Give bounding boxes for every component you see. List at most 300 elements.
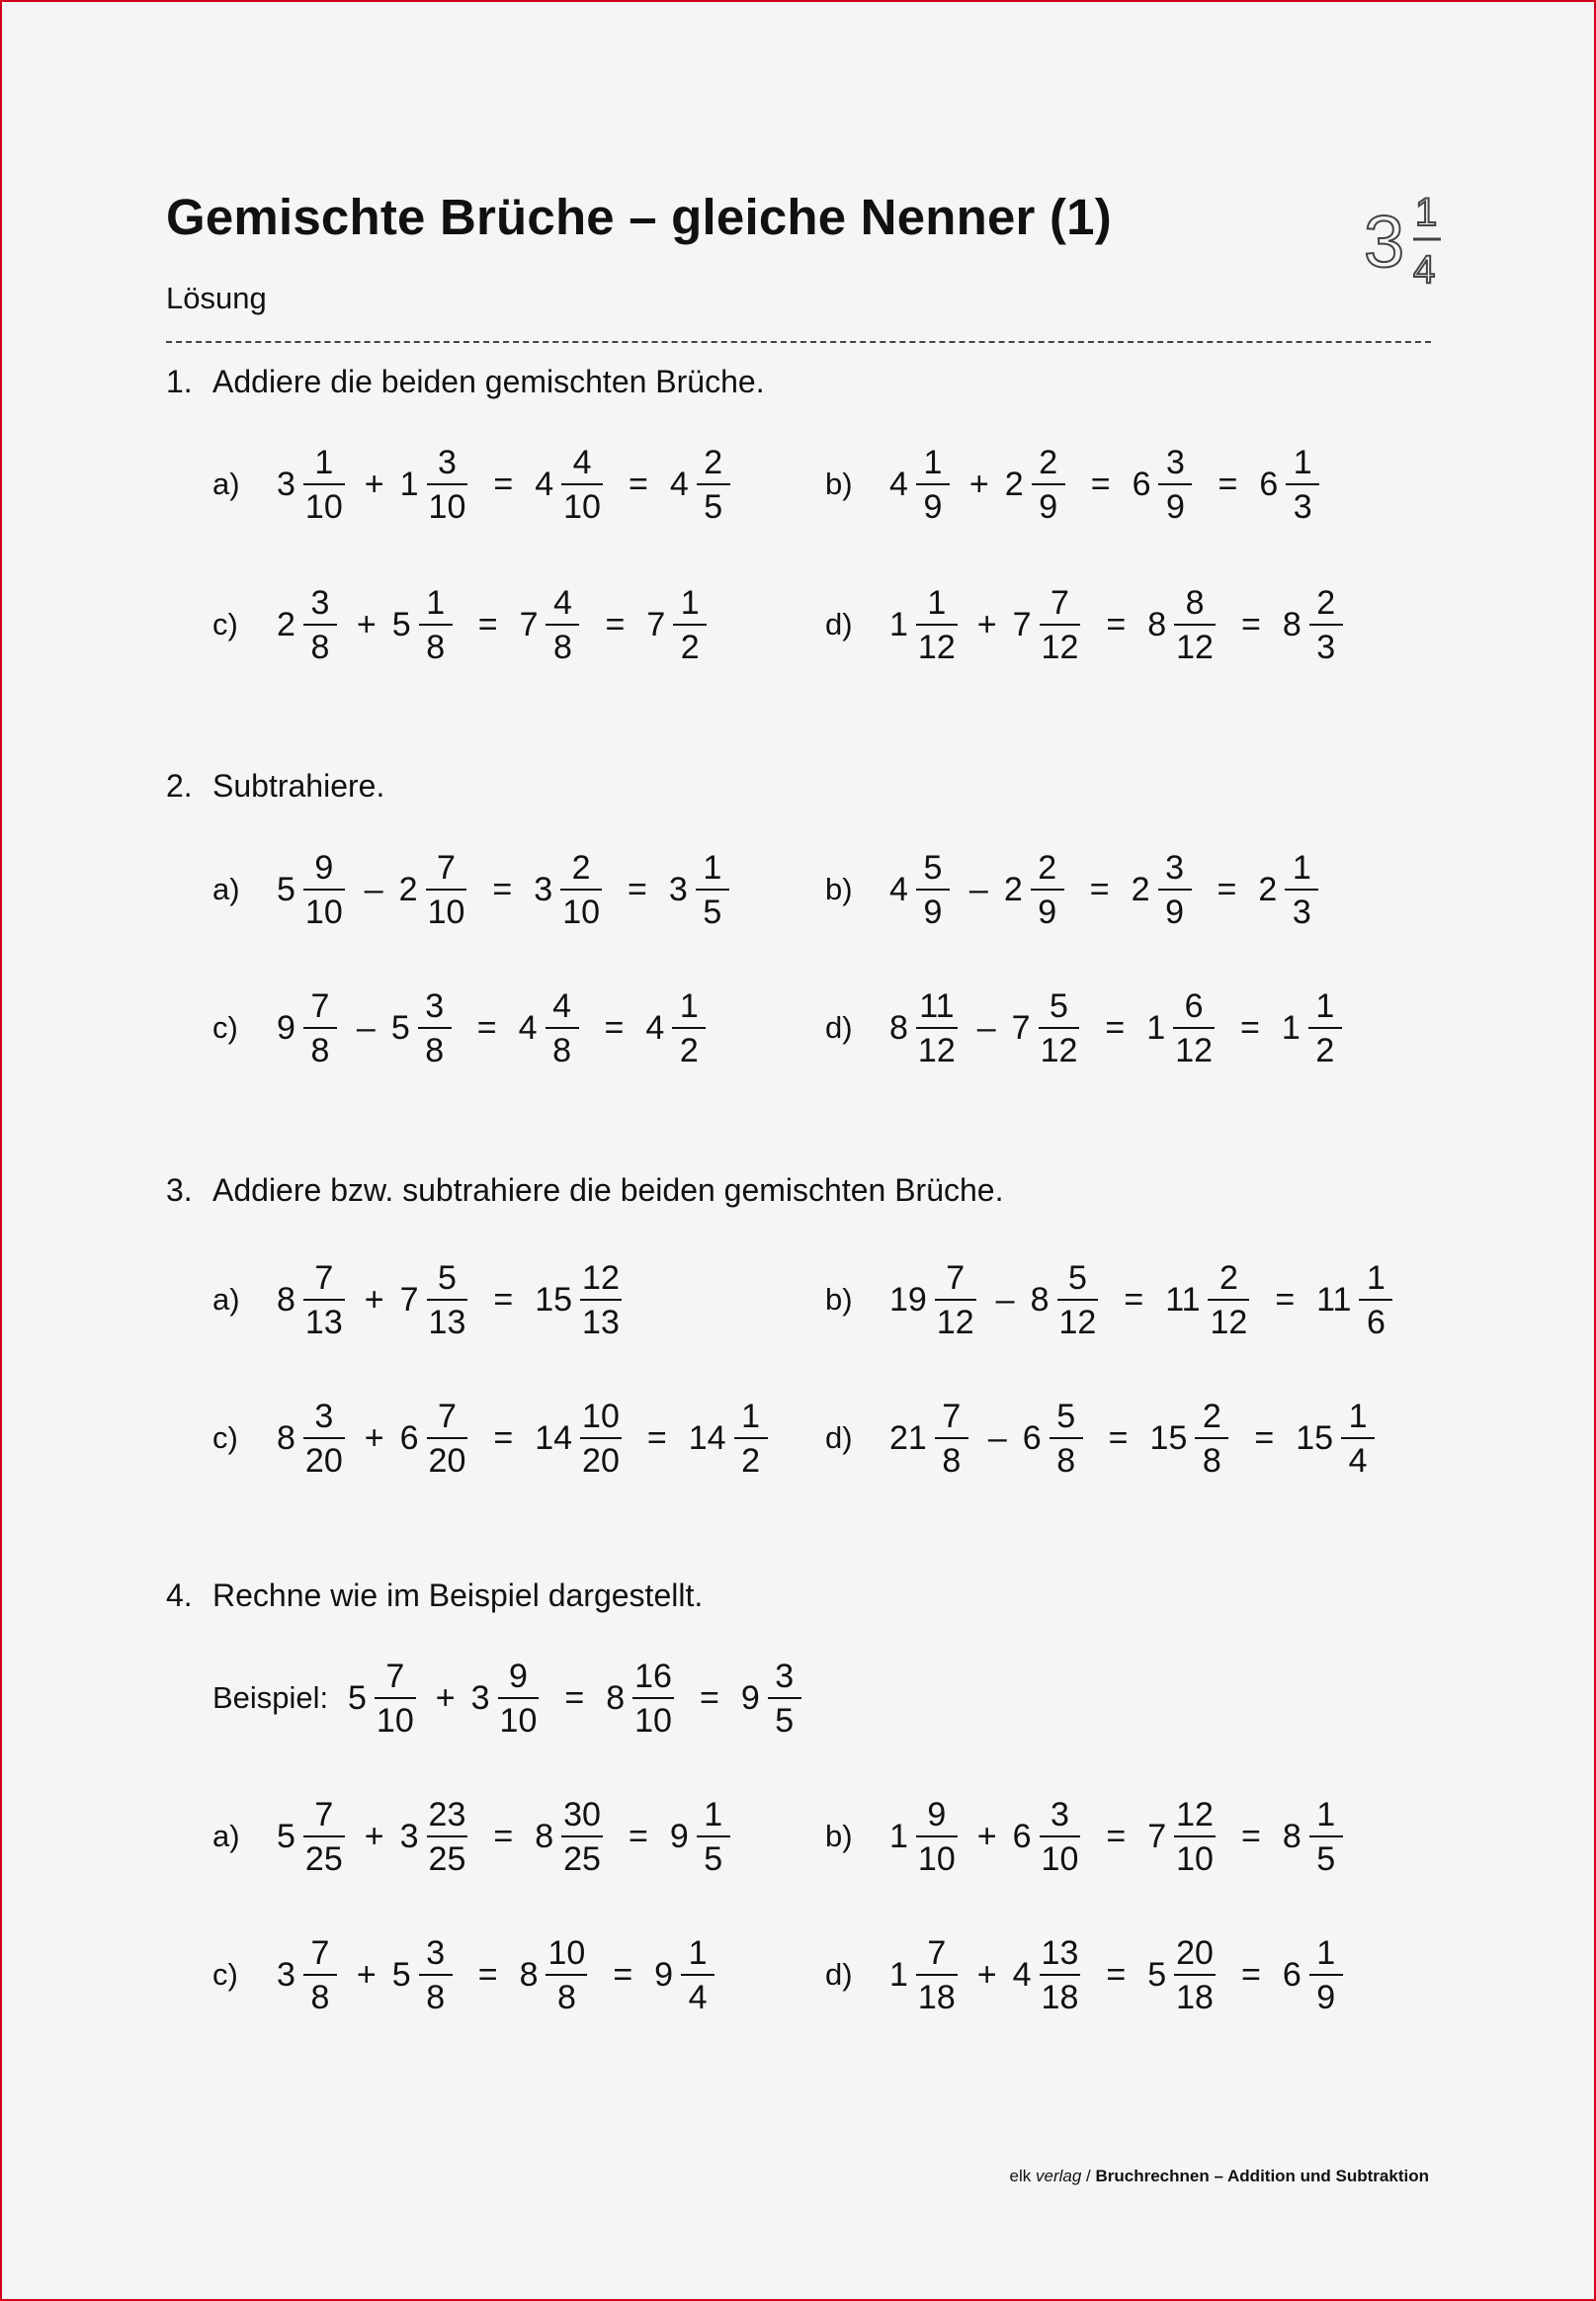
denominator: 12 bbox=[916, 1027, 958, 1067]
exercise-label: d) bbox=[825, 1957, 853, 1992]
equals-sign: = bbox=[1105, 1008, 1126, 1047]
numerator: 3 bbox=[1165, 848, 1184, 887]
equals-sign: = bbox=[1106, 605, 1127, 643]
exercise-2-2 bbox=[212, 979, 710, 1077]
equals-sign: = bbox=[477, 605, 498, 643]
whole-number: 9 bbox=[740, 1678, 760, 1717]
whole-number: 5 bbox=[1147, 1955, 1167, 1994]
whole-number: 4 bbox=[518, 1008, 538, 1047]
whole-number: 8 bbox=[1030, 1280, 1050, 1319]
whole-number: 5 bbox=[277, 1817, 295, 1855]
whole-number: 2 bbox=[1004, 465, 1024, 503]
footer-publisher-suffix: verlag bbox=[1036, 2167, 1082, 2185]
fraction bbox=[1281, 848, 1322, 931]
equals-sign: = bbox=[1090, 465, 1111, 503]
dashed-divider bbox=[166, 341, 1431, 343]
operator: – bbox=[995, 1280, 1015, 1319]
equals-sign: = bbox=[564, 1678, 585, 1717]
equals-sign: = bbox=[1124, 1280, 1144, 1319]
footer-separator: / bbox=[1081, 2167, 1096, 2185]
exercise-label: b) bbox=[825, 467, 853, 501]
whole-number: 4 bbox=[535, 465, 554, 503]
fraction bbox=[1170, 1933, 1219, 2016]
logo-numerator: 1 bbox=[1415, 191, 1438, 234]
equals-sign: = bbox=[1275, 1280, 1296, 1319]
whole-number: 5 bbox=[391, 1955, 411, 1994]
denominator: 8 bbox=[935, 1437, 968, 1478]
exercise-label: d) bbox=[825, 607, 853, 641]
whole-number: 15 bbox=[535, 1280, 573, 1319]
whole-number: 5 bbox=[348, 1678, 367, 1717]
denominator: 10 bbox=[1174, 1835, 1216, 1876]
fraction bbox=[299, 848, 349, 931]
equals-sign: = bbox=[493, 1418, 514, 1457]
fraction bbox=[1053, 1258, 1103, 1341]
whole-number: 7 bbox=[519, 605, 539, 643]
expression bbox=[889, 848, 1322, 931]
exercise-label: b) bbox=[825, 1282, 853, 1317]
fraction bbox=[423, 1795, 472, 1878]
fraction bbox=[494, 1657, 544, 1740]
fraction bbox=[299, 583, 341, 666]
exercise-label: c) bbox=[212, 607, 238, 641]
numerator: 4 bbox=[572, 443, 592, 481]
fraction bbox=[668, 986, 710, 1069]
operator: + bbox=[364, 465, 384, 503]
operator: – bbox=[356, 1008, 376, 1047]
numerator: 9 bbox=[927, 1795, 947, 1833]
denominator: 20 bbox=[580, 1437, 622, 1478]
exercise-4-2 bbox=[825, 1787, 1347, 1886]
task-number: 4. bbox=[166, 1577, 193, 1613]
equals-sign: = bbox=[699, 1678, 719, 1717]
numerator: 3 bbox=[1166, 443, 1185, 481]
denominator: 8 bbox=[303, 1974, 337, 2014]
equals-sign: = bbox=[628, 1817, 648, 1855]
fraction bbox=[669, 583, 711, 666]
fraction bbox=[576, 1258, 626, 1341]
mixed-fraction-logo bbox=[1364, 188, 1453, 291]
whole-number: 8 bbox=[1282, 1817, 1302, 1855]
equals-sign: = bbox=[646, 1418, 667, 1457]
whole-number: 3 bbox=[668, 870, 688, 908]
denominator: 8 bbox=[303, 624, 337, 664]
numerator: 23 bbox=[428, 1795, 466, 1833]
whole-number: 8 bbox=[277, 1280, 295, 1319]
operator: + bbox=[364, 1280, 384, 1319]
numerator: 1 bbox=[1316, 1933, 1336, 1972]
operator: + bbox=[364, 1817, 384, 1855]
task-number: 2. bbox=[166, 768, 193, 804]
numerator: 3 bbox=[437, 443, 457, 481]
numerator: 1 bbox=[927, 583, 947, 622]
denominator: 10 bbox=[426, 889, 467, 929]
fraction bbox=[299, 1397, 349, 1480]
whole-number: 11 bbox=[1165, 1280, 1201, 1319]
equals-sign: = bbox=[1240, 605, 1261, 643]
numerator: 1 bbox=[688, 1933, 708, 1972]
denominator: 25 bbox=[427, 1835, 468, 1876]
fraction bbox=[1191, 1397, 1232, 1480]
numerator: 30 bbox=[563, 1795, 601, 1833]
fraction bbox=[542, 583, 583, 666]
page-footer bbox=[1010, 2167, 1429, 2186]
fraction bbox=[1355, 1258, 1396, 1341]
numerator: 9 bbox=[508, 1657, 528, 1695]
expression bbox=[277, 1258, 626, 1341]
whole-number: 19 bbox=[889, 1280, 927, 1319]
fraction bbox=[1337, 1397, 1379, 1480]
denominator: 9 bbox=[1158, 889, 1192, 929]
fraction bbox=[629, 1657, 678, 1740]
whole-number: 1 bbox=[889, 1955, 908, 1994]
numerator: 1 bbox=[1315, 986, 1335, 1025]
numerator: 1 bbox=[703, 848, 722, 887]
task-2-heading bbox=[166, 768, 384, 805]
numerator: 11 bbox=[919, 986, 955, 1025]
expression bbox=[277, 848, 733, 931]
denominator: 18 bbox=[916, 1974, 958, 2014]
whole-number: 2 bbox=[277, 605, 295, 643]
denominator: 4 bbox=[681, 1974, 714, 2014]
denominator: 9 bbox=[916, 483, 950, 524]
denominator: 12 bbox=[1174, 624, 1216, 664]
equals-sign: = bbox=[1106, 1955, 1127, 1994]
fraction bbox=[542, 986, 583, 1069]
denominator: 10 bbox=[303, 889, 345, 929]
equals-sign: = bbox=[1108, 1418, 1129, 1457]
denominator: 13 bbox=[580, 1299, 622, 1339]
equals-sign: = bbox=[1254, 1418, 1275, 1457]
whole-number: 8 bbox=[1147, 605, 1167, 643]
whole-number: 6 bbox=[1012, 1817, 1032, 1855]
expression bbox=[277, 986, 710, 1069]
operator: + bbox=[364, 1418, 384, 1457]
denominator: 20 bbox=[427, 1437, 468, 1478]
exercise-1-0 bbox=[212, 435, 734, 534]
expression bbox=[889, 583, 1347, 666]
fraction bbox=[576, 1397, 626, 1480]
task-instruction: Addiere die beiden gemischten Brüche. bbox=[212, 364, 765, 399]
numerator: 5 bbox=[1067, 1258, 1087, 1297]
numerator: 3 bbox=[425, 986, 445, 1025]
denominator: 2 bbox=[673, 624, 707, 664]
denominator: 10 bbox=[427, 483, 468, 524]
numerator: 12 bbox=[582, 1258, 620, 1297]
denominator: 8 bbox=[546, 1974, 587, 2014]
fraction bbox=[299, 443, 349, 526]
numerator: 5 bbox=[437, 1258, 457, 1297]
whole-number: 8 bbox=[535, 1817, 554, 1855]
whole-number: 5 bbox=[277, 870, 295, 908]
numerator: 20 bbox=[1176, 1933, 1214, 1972]
denominator: 3 bbox=[1285, 889, 1318, 929]
numerator: 4 bbox=[552, 986, 571, 1025]
expression bbox=[889, 1258, 1396, 1341]
denominator: 8 bbox=[1195, 1437, 1228, 1478]
whole-number: 4 bbox=[669, 465, 689, 503]
denominator: 10 bbox=[916, 1835, 958, 1876]
exercise-label: c) bbox=[212, 1420, 238, 1455]
denominator: 8 bbox=[546, 624, 579, 664]
denominator: 9 bbox=[1031, 889, 1064, 929]
numerator: 7 bbox=[437, 1397, 457, 1435]
task-number: 3. bbox=[166, 1172, 193, 1208]
whole-number: 3 bbox=[470, 1678, 490, 1717]
whole-number: 9 bbox=[654, 1955, 674, 1994]
denominator: 20 bbox=[303, 1437, 345, 1478]
expression bbox=[277, 583, 711, 666]
footer-publisher: elk bbox=[1009, 2167, 1032, 2185]
denominator: 8 bbox=[546, 1027, 579, 1067]
fraction bbox=[557, 443, 607, 526]
fraction bbox=[931, 1397, 972, 1480]
denominator: 5 bbox=[768, 1697, 801, 1738]
fraction bbox=[299, 1795, 349, 1878]
fraction bbox=[1304, 986, 1346, 1069]
fraction bbox=[912, 583, 962, 666]
numerator: 1 bbox=[1316, 1795, 1336, 1833]
whole-number: 6 bbox=[1132, 465, 1151, 503]
denominator: 10 bbox=[632, 1697, 674, 1738]
numerator: 1 bbox=[314, 443, 334, 481]
exercise-3-1 bbox=[825, 1250, 1396, 1349]
fraction bbox=[1036, 1795, 1085, 1878]
fraction bbox=[299, 1933, 341, 2016]
equals-sign: = bbox=[1089, 870, 1110, 908]
whole-number: 2 bbox=[1003, 870, 1023, 908]
task-3-heading bbox=[166, 1172, 1003, 1209]
denominator: 12 bbox=[1173, 1027, 1215, 1067]
fraction bbox=[415, 583, 457, 666]
fraction bbox=[1170, 1795, 1219, 1878]
whole-number: 5 bbox=[391, 605, 411, 643]
numerator: 2 bbox=[1218, 1258, 1238, 1297]
exercise-2-1 bbox=[825, 840, 1322, 939]
denominator: 12 bbox=[916, 624, 958, 664]
whole-number: 8 bbox=[889, 1008, 908, 1047]
logo-whole: 3 bbox=[1364, 201, 1405, 283]
numerator: 1 bbox=[1292, 848, 1311, 887]
numerator: 3 bbox=[314, 1397, 334, 1435]
numerator: 7 bbox=[437, 848, 456, 887]
equals-sign: = bbox=[493, 1817, 514, 1855]
whole-number: 1 bbox=[889, 605, 908, 643]
expression bbox=[348, 1657, 805, 1740]
whole-number: 2 bbox=[398, 870, 418, 908]
numerator: 2 bbox=[1202, 1397, 1221, 1435]
equals-sign: = bbox=[492, 870, 513, 908]
whole-number: 6 bbox=[1282, 1955, 1302, 1994]
whole-number: 7 bbox=[1147, 1817, 1167, 1855]
numerator: 2 bbox=[1039, 443, 1058, 481]
numerator: 7 bbox=[927, 1933, 947, 1972]
denominator: 12 bbox=[1057, 1299, 1099, 1339]
denominator: 2 bbox=[1308, 1027, 1342, 1067]
exercise-3-3 bbox=[825, 1389, 1379, 1488]
denominator: 8 bbox=[419, 624, 453, 664]
exercise-label: a) bbox=[212, 1819, 240, 1853]
whole-number: 3 bbox=[277, 1955, 295, 1994]
numerator: 2 bbox=[1316, 583, 1336, 622]
fraction bbox=[299, 1258, 349, 1341]
whole-number: 9 bbox=[669, 1817, 689, 1855]
whole-number: 6 bbox=[399, 1418, 419, 1457]
fraction bbox=[677, 1933, 718, 2016]
whole-number: 8 bbox=[519, 1955, 539, 1994]
whole-number: 7 bbox=[1012, 605, 1032, 643]
footer-book-title: Bruchrechnen – Addition und Subtraktion bbox=[1095, 2167, 1429, 2185]
expression bbox=[889, 986, 1346, 1069]
whole-number: 3 bbox=[534, 870, 553, 908]
exercise-4-0 bbox=[212, 1649, 805, 1747]
fraction bbox=[1036, 583, 1085, 666]
task-4-heading bbox=[166, 1577, 703, 1614]
fraction bbox=[1305, 1933, 1347, 2016]
numerator: 7 bbox=[385, 1657, 405, 1695]
fraction bbox=[931, 1258, 980, 1341]
numerator: 1 bbox=[704, 1795, 723, 1833]
fraction bbox=[1154, 443, 1196, 526]
operator: – bbox=[364, 870, 383, 908]
exercise-label: a) bbox=[212, 1282, 240, 1317]
numerator: 12 bbox=[1176, 1795, 1214, 1833]
numerator: 7 bbox=[310, 986, 330, 1025]
numerator: 5 bbox=[1056, 1397, 1076, 1435]
fraction bbox=[1204, 1258, 1253, 1341]
fraction bbox=[692, 848, 733, 931]
exercise-1-2 bbox=[212, 575, 711, 674]
whole-number: 5 bbox=[390, 1008, 410, 1047]
fraction bbox=[1035, 986, 1084, 1069]
denominator: 12 bbox=[1208, 1299, 1249, 1339]
numerator: 2 bbox=[704, 443, 723, 481]
fraction bbox=[1170, 583, 1219, 666]
whole-number: 7 bbox=[399, 1280, 419, 1319]
exercise-label: b) bbox=[825, 1819, 853, 1853]
numerator: 3 bbox=[1050, 1795, 1069, 1833]
logo-denominator: 4 bbox=[1413, 248, 1436, 291]
fraction bbox=[414, 986, 456, 1069]
numerator: 7 bbox=[310, 1933, 330, 1972]
fraction bbox=[912, 1933, 962, 2016]
whole-number: 8 bbox=[606, 1678, 626, 1717]
expression bbox=[889, 1397, 1379, 1480]
denominator: 9 bbox=[1309, 1974, 1343, 2014]
whole-number: 4 bbox=[1012, 1955, 1032, 1994]
whole-number: 8 bbox=[277, 1418, 295, 1457]
fraction bbox=[912, 1795, 962, 1878]
denominator: 9 bbox=[1158, 483, 1192, 524]
whole-number: 14 bbox=[535, 1418, 573, 1457]
expression bbox=[277, 1933, 718, 2016]
numerator: 1 bbox=[923, 443, 943, 481]
exercise-label: Beispiel: bbox=[212, 1680, 329, 1715]
operator: + bbox=[976, 1817, 997, 1855]
denominator: 9 bbox=[916, 889, 950, 929]
numerator: 1 bbox=[1293, 443, 1312, 481]
equals-sign: = bbox=[605, 605, 626, 643]
fraction bbox=[1282, 443, 1323, 526]
denominator: 25 bbox=[561, 1835, 603, 1876]
whole-number: 4 bbox=[889, 870, 908, 908]
exercise-label: b) bbox=[825, 872, 853, 906]
denominator: 10 bbox=[561, 483, 603, 524]
equals-sign: = bbox=[628, 870, 647, 908]
numerator: 1 bbox=[679, 986, 699, 1025]
equals-sign: = bbox=[1240, 1008, 1260, 1047]
numerator: 7 bbox=[946, 1258, 966, 1297]
exercise-1-3 bbox=[825, 575, 1347, 674]
exercise-label: d) bbox=[825, 1010, 853, 1045]
whole-number: 21 bbox=[889, 1418, 927, 1457]
whole-number: 1 bbox=[399, 465, 419, 503]
exercise-4-3 bbox=[212, 1925, 718, 2024]
denominator: 8 bbox=[303, 1027, 337, 1067]
denominator: 2 bbox=[672, 1027, 706, 1067]
exercise-1-1 bbox=[825, 435, 1323, 534]
whole-number: 4 bbox=[889, 465, 908, 503]
fraction bbox=[730, 1397, 772, 1480]
denominator: 3 bbox=[1309, 624, 1343, 664]
fraction bbox=[1028, 443, 1069, 526]
denominator: 25 bbox=[303, 1835, 345, 1876]
denominator: 8 bbox=[418, 1027, 452, 1067]
denominator: 2 bbox=[734, 1437, 768, 1478]
fraction bbox=[371, 1657, 420, 1740]
task-instruction: Rechne wie im Beispiel dargestellt. bbox=[212, 1577, 704, 1613]
whole-number: 3 bbox=[399, 1817, 419, 1855]
whole-number: 6 bbox=[1022, 1418, 1042, 1457]
whole-number: 7 bbox=[1011, 1008, 1031, 1047]
denominator: 5 bbox=[1309, 1835, 1343, 1876]
numerator: 1 bbox=[1367, 1258, 1386, 1297]
denominator: 10 bbox=[303, 483, 345, 524]
fraction bbox=[1046, 1397, 1087, 1480]
exercise-3-2 bbox=[212, 1389, 772, 1488]
whole-number: 2 bbox=[1258, 870, 1278, 908]
denominator: 8 bbox=[419, 1974, 453, 2014]
denominator: 10 bbox=[498, 1697, 540, 1738]
whole-number: 1 bbox=[889, 1817, 908, 1855]
whole-number: 1 bbox=[1146, 1008, 1166, 1047]
denominator: 9 bbox=[1032, 483, 1065, 524]
whole-number: 11 bbox=[1316, 1280, 1352, 1319]
numerator: 7 bbox=[314, 1258, 334, 1297]
denominator: 13 bbox=[303, 1299, 345, 1339]
expression bbox=[277, 443, 734, 526]
equals-sign: = bbox=[493, 465, 514, 503]
task-instruction: Subtrahiere. bbox=[212, 768, 385, 804]
numerator: 2 bbox=[1038, 848, 1057, 887]
denominator: 8 bbox=[1050, 1437, 1083, 1478]
operator: + bbox=[976, 1955, 997, 1994]
numerator: 1 bbox=[426, 583, 446, 622]
fraction bbox=[912, 986, 962, 1069]
denominator: 12 bbox=[1039, 1027, 1080, 1067]
denominator: 6 bbox=[1359, 1299, 1392, 1339]
numerator: 1 bbox=[1348, 1397, 1368, 1435]
operator: + bbox=[968, 465, 989, 503]
exercise-3-0 bbox=[212, 1250, 626, 1349]
numerator: 1 bbox=[741, 1397, 761, 1435]
expression bbox=[277, 1397, 772, 1480]
denominator: 10 bbox=[560, 889, 602, 929]
fraction bbox=[423, 443, 472, 526]
operator: + bbox=[356, 605, 377, 643]
numerator: 7 bbox=[1050, 583, 1069, 622]
denominator: 13 bbox=[427, 1299, 468, 1339]
